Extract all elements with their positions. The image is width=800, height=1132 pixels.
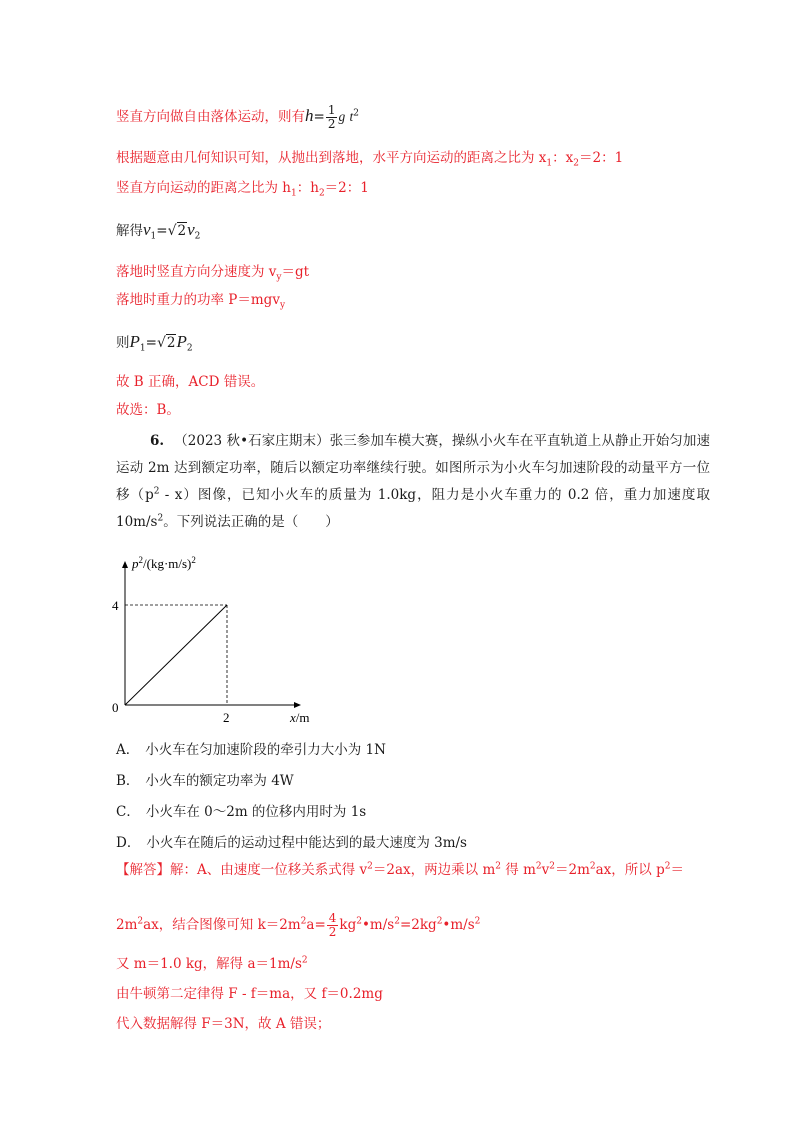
option-text: 小火车的额定功率为 4W	[145, 773, 294, 789]
subscript: y	[276, 272, 282, 283]
fraction-slope	[327, 912, 339, 939]
data-line	[125, 605, 227, 705]
superscript: 2	[356, 916, 362, 927]
fraction-half	[326, 104, 338, 131]
fraction-denominator: 2	[327, 117, 336, 131]
answer-text: a=	[306, 917, 326, 933]
solution-text: 竖直方向做自由落体运动，则有	[116, 109, 305, 125]
option-label: C．	[116, 804, 140, 820]
solution-text: 落地时重力的功率 P＝mgv	[116, 292, 280, 308]
sqrt-value: 2	[177, 223, 187, 239]
option-c[interactable]	[116, 800, 366, 820]
answer-text: ＝2m	[554, 862, 590, 878]
answer-line-5: 代入数据解得 F＝3N，故 A 错误；	[116, 1016, 331, 1032]
answer-text: 得 m	[500, 862, 536, 878]
y-tick-label: 4	[112, 598, 119, 613]
option-label: B．	[116, 773, 140, 789]
superscript: 2	[367, 861, 373, 872]
superscript: 2	[301, 955, 308, 966]
x-axis-label: x/m	[290, 710, 310, 725]
answer-text: ＝	[670, 862, 684, 878]
question-text: （2023 秋•石家庄期末）张三参加车模大赛，操纵小火车在平直轨道上从静止开始匀加速运动 2m 达到额定功率，随后以额定功率继续行驶。如图所示为小火车匀加速阶段的动量平方一位移（p	[116, 433, 710, 503]
equals-sign: =	[145, 335, 157, 351]
solution-choice: 故选：B。	[116, 402, 180, 418]
question-text: - x）图像，已知小火车的质量为 1.0kg，阻力是小火车重力的 0.2 倍，重力加速度取 10m/s	[116, 487, 710, 530]
superscript: 2	[495, 861, 501, 872]
answer-text: •m/s	[442, 917, 475, 933]
option-text: 小火车在 0～2m 的位移内用时为 1s	[145, 804, 367, 820]
answer-text: kg	[339, 917, 357, 933]
solution-text: ＝2：1	[579, 150, 624, 166]
solution-text: ＝2：1	[324, 180, 369, 196]
solution-text: 则	[116, 335, 130, 351]
answer-text: ＝2ax，两边乘以 m	[372, 862, 496, 878]
subscript: 1	[291, 188, 297, 199]
superscript: 2	[353, 108, 359, 119]
option-b[interactable]	[116, 769, 294, 789]
answer-line-4: 由牛顿第二定律得 F - f＝ma，又 f＝0.2mg	[116, 986, 383, 1002]
solution-text: ：x	[552, 150, 574, 166]
var-p: P	[176, 332, 187, 351]
solution-text: ＝gt	[281, 264, 310, 280]
var-g: g	[338, 109, 346, 124]
superscript: 2	[153, 486, 160, 497]
y-axis-label: $p^2/(kg\cdot m/s)^2$	[132, 555, 196, 571]
superscript: 2	[549, 861, 555, 872]
solution-text: 根据题意由几何知识可知，从抛出到落地，水平方向运动的距离之比为 x	[116, 150, 547, 166]
solution-text: ：h	[296, 180, 319, 196]
subscript: 2	[318, 188, 325, 199]
sqrt-icon: √	[156, 335, 166, 351]
solution-line-horizontal-ratio	[116, 148, 623, 168]
option-a[interactable]	[116, 738, 386, 758]
superscript: 2	[589, 861, 596, 872]
option-text: 小火车在随后的运动过程中能达到的最大速度为 3m/s	[146, 835, 467, 851]
solution-line-power-result	[116, 332, 193, 353]
option-label: A．	[116, 742, 140, 758]
subscript: y	[279, 300, 286, 311]
sqrt-icon: √	[167, 223, 177, 239]
question-number: 6.	[150, 433, 165, 449]
superscript: 2	[394, 916, 400, 927]
answer-text: •m/s	[361, 917, 395, 933]
answer-line-3	[116, 954, 308, 974]
superscript: 2	[535, 861, 542, 872]
subscript: 2	[573, 158, 579, 169]
question-text: 。下列说法正确的是（ ）	[163, 514, 339, 530]
answer-text: =2kg	[399, 917, 437, 933]
option-d[interactable]	[116, 831, 467, 851]
solution-text: 竖直方向运动的距离之比为 h	[116, 180, 291, 196]
solution-line-vertical-velocity	[116, 262, 309, 282]
fraction-numerator: 4	[328, 911, 337, 925]
answer-line-2	[116, 912, 480, 939]
var-t: t	[349, 109, 354, 124]
subscript: 2	[186, 343, 193, 354]
solution-line-free-fall	[116, 104, 359, 131]
var-v: v	[187, 220, 195, 239]
superscript: 2	[436, 916, 443, 927]
subscript: 1	[139, 343, 146, 354]
fraction-numerator: 1	[327, 103, 336, 117]
superscript: 2	[664, 861, 671, 872]
solution-conclusion: 故 B 正确，ACD 错误。	[116, 374, 265, 390]
solution-line-vertical-ratio	[116, 178, 369, 198]
answer-text: 解：A、由速度一位移关系式得 v	[170, 862, 368, 878]
solution-text: 落地时竖直方向分速度为 v	[116, 264, 277, 280]
option-text: 小火车在匀加速阶段的牵引力大小为 1N	[145, 742, 386, 758]
origin-label: 0	[112, 700, 119, 715]
answer-text: 又 m＝1.0 kg，解得 a＝1m/s	[116, 956, 302, 972]
p2-x-graph	[100, 550, 340, 730]
answer-line-1	[116, 860, 684, 880]
sqrt-value: 2	[166, 335, 176, 351]
option-label: D．	[116, 835, 141, 851]
answer-tag: 【解答】	[116, 862, 170, 878]
question-stem	[116, 428, 710, 536]
solution-line-velocity-result	[116, 220, 200, 241]
x-tick-label: 2	[223, 710, 230, 725]
equals-sign: =	[156, 223, 168, 239]
var-p: P	[129, 332, 140, 351]
subscript: 1	[546, 158, 553, 169]
answer-text: 2m	[116, 917, 138, 933]
var-v: v	[143, 220, 151, 239]
solution-line-power	[116, 290, 285, 310]
superscript: 2	[137, 916, 144, 927]
answer-text: ax，所以 p	[595, 862, 665, 878]
solution-text: 解得	[116, 223, 143, 239]
equals-sign: =	[313, 109, 325, 125]
fraction-denominator: 2	[328, 925, 337, 939]
superscript: 2	[474, 916, 481, 927]
subscript: 2	[194, 231, 201, 242]
subscript: 1	[150, 231, 157, 242]
answer-text: ax，结合图像可知 k＝2m	[143, 917, 301, 933]
superscript: 2	[300, 916, 307, 927]
superscript: 2	[157, 513, 164, 524]
var-h: h	[305, 106, 314, 125]
answer-text: v	[541, 862, 550, 878]
